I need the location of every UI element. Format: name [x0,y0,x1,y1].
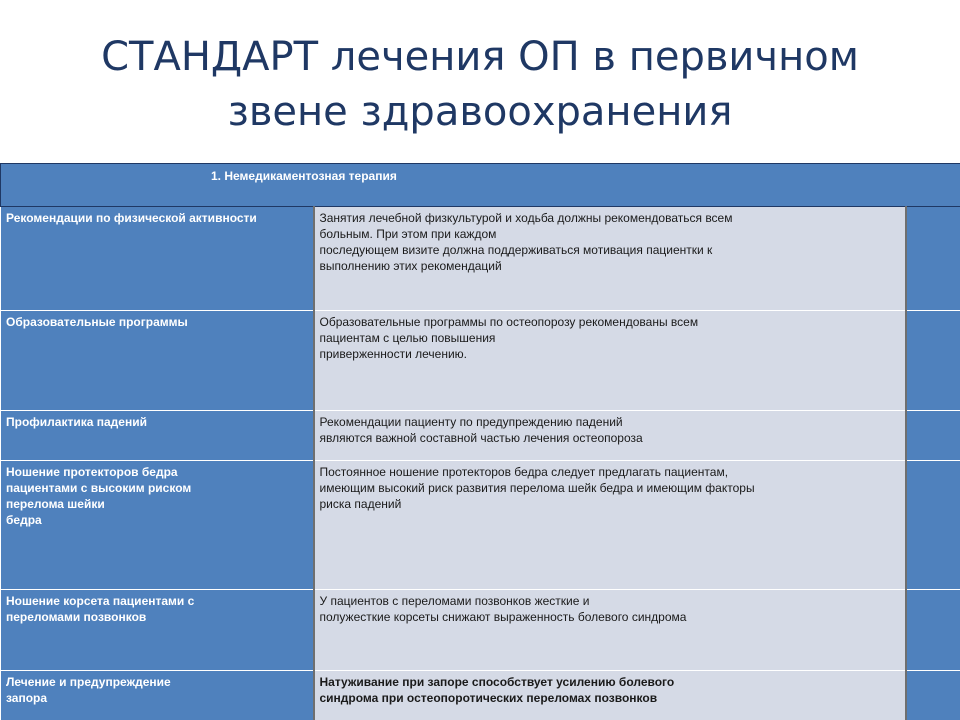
row-label: Профилактика падений [1,411,314,461]
row-empty-cell [906,590,960,671]
row-text: Постоянное ношение протекторов бедра следует предлагать пациентам, имеющим высокий риск развития перелома шейк бедра и имеющим факторы риска падений [314,461,906,590]
slide-title [0,30,960,140]
row-text: Занятия лечебной физкультурой и ходьба должны рекомендоваться всем больным. При этом при каждом последующем визите должна поддерживаться мотивация пациентки к выполнению этих рекомендаций [314,207,906,311]
row-empty-cell [906,411,960,461]
row-empty-cell [906,671,960,720]
table-header-row [1,164,960,207]
row-text: Натуживание при запоре способствует усилению болевого синдрома при остеопоротических переломах позвонков [314,671,906,720]
table-row [1,461,960,590]
row-text: Образовательные программы по остеопорозу рекомендованы всем пациентам с целью повышения приверженности лечению. [314,311,906,411]
row-label: Образовательные программы [1,311,314,411]
table-row [1,311,960,411]
table-row [1,671,960,720]
standard-table [0,163,960,720]
row-label: Ношение протекторов бедра пациентами с высоким риском перелома шейки бедра [1,461,314,590]
row-label: Лечение и предупреждение запора [1,671,314,720]
section-header: 1. Немедикаментозная терапия [1,164,960,207]
row-text: У пациентов с переломами позвонков жесткие и полужесткие корсеты снижают выраженность болевого синдрома [314,590,906,671]
row-label: Ношение корсета пациентами с переломами позвонков [1,590,314,671]
title-line-1: СТАНДАРТ лечения ОП в первичном [101,34,859,80]
row-text: Рекомендации пациенту по предупреждению падений являются важной составной частью лечения остеопороза [314,411,906,461]
table-row [1,207,960,311]
title-line-2: звене здравоохранения [227,89,733,135]
table-row [1,411,960,461]
row-empty-cell [906,461,960,590]
table-row [1,590,960,671]
row-label: Рекомендации по физической активности [1,207,314,311]
row-empty-cell [906,207,960,311]
row-empty-cell [906,311,960,411]
